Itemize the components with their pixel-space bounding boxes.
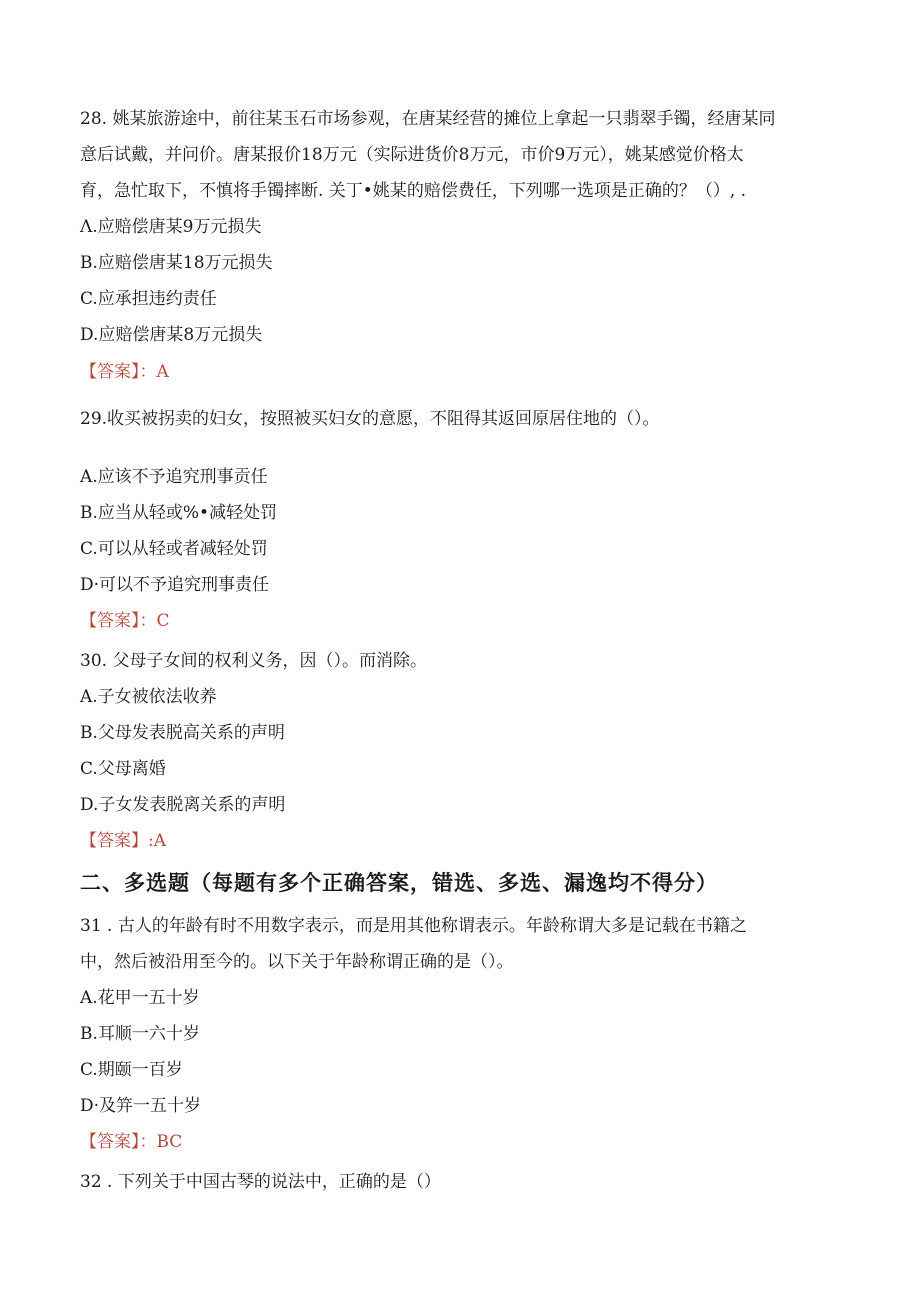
q31-stem-line-2: 中，然后被沿用至今的。以下关于年龄称谓正确的是（）。 (80, 952, 514, 972)
q28-option-c: C.应承担违约责任 (80, 289, 217, 309)
q30-option-b: B.父母发表脱高关系的声明 (80, 723, 285, 743)
q28-answer: 【答案】：A (80, 362, 169, 382)
q30-stem-line-1: 30. 父母子女间的权利义务，因（）。而消除。 (80, 651, 427, 671)
q29-option-d: D·可以不予追究刑事责任 (80, 575, 270, 595)
q31-option-c: C.期颐一百岁 (80, 1060, 183, 1080)
q30-option-a: A.子女被依法收养 (80, 687, 217, 707)
q31-answer: 【答案】：BC (80, 1132, 183, 1152)
q28-option-b: B.应赔偿唐某18万元损失 (80, 253, 273, 273)
q30-option-c: C.父母离婚 (80, 759, 166, 779)
section-heading-multiple-choice: 二、多选题（每题有多个正确答案，错选、多选、漏逸均不得分） (80, 870, 718, 895)
q32-stem-line-1: 32 . 下列关于中国古琴的说法中，正确的是（） (80, 1172, 441, 1192)
q30-option-d: D.子女发表脱离关系的声明 (80, 795, 286, 815)
q31-option-b: B.耳顺一六十岁 (80, 1024, 200, 1044)
q28-stem-line-1: 28. 姚某旅游途中，前往某玉石市场参观，在唐某经营的摊位上拿起一只翡翠手镯，经唐某同 (80, 109, 776, 129)
q28-stem-line-2: 意后试戴，并问价。唐某报价18万元（实际进货价8万元，市价9万元），姚某感觉价格太 (80, 145, 744, 165)
q28-option-a: Λ.应赔偿唐某9万元损失 (80, 217, 262, 237)
q29-option-c: C.可以从轻或者减轻处罚 (80, 539, 268, 559)
q31-stem-line-1: 31 . 古人的年龄有时不用数字表示，而是用其他称谓表示。年龄称谓大多是记载在书籍之 (80, 916, 747, 936)
q29-answer: 【答案】：C (80, 611, 170, 631)
q31-option-a: A.花甲一五十岁 (80, 988, 200, 1008)
q28-option-d: D.应赔偿唐某8万元损失 (80, 325, 263, 345)
q30-answer: 【答案】:A (80, 831, 167, 851)
q29-stem-line-1: 29.收买被拐卖的妇女，按照被买妇女的意愿，不阻得其返回原居住地的（）。 (80, 409, 660, 429)
q29-option-a: A.应该不予追究刑事贡任 (80, 467, 268, 487)
q29-option-b: B.应当从轻或%•减轻处罚 (80, 503, 278, 523)
q31-option-d: D·及笄一五十岁 (80, 1096, 202, 1116)
q28-stem-line-3: 育，急忙取下，不慎将手镯摔断. 关丁•姚某的赔偿费任，下列哪一选项是正确的？（）, . (80, 181, 747, 201)
